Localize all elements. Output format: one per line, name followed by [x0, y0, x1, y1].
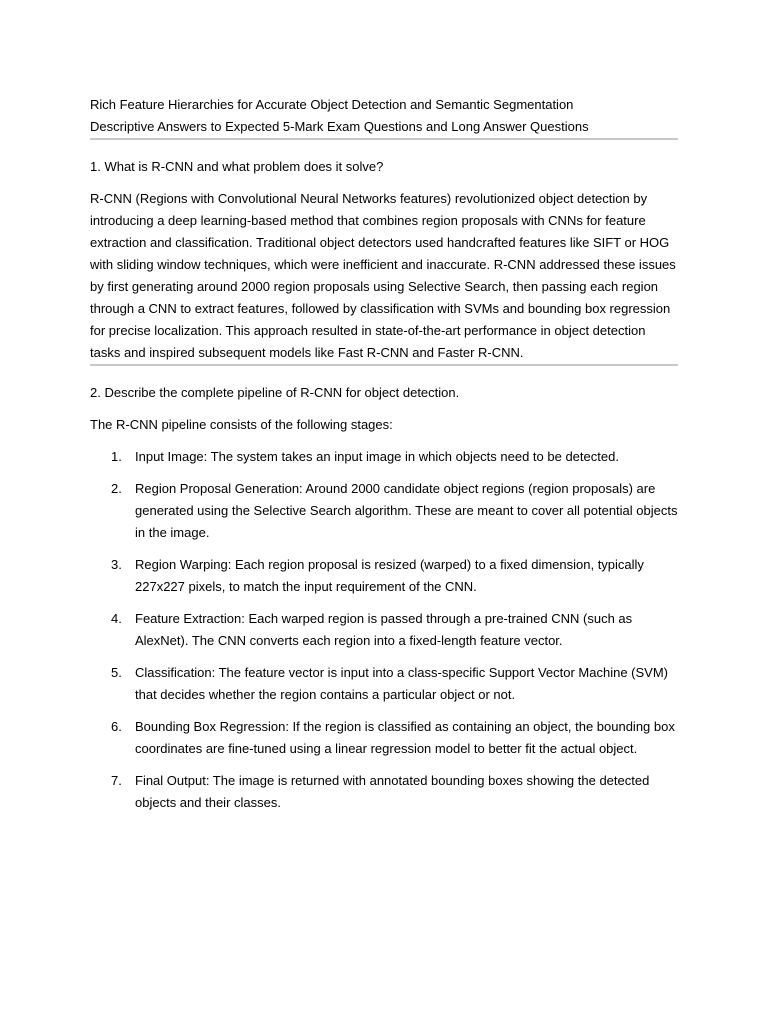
list-item-text: Bounding Box Regression: If the region is classified as containing an object, the bounding box coordinates are fine-tuned using a linear regression model to better fit the actual object. [135, 719, 675, 756]
list-item-number: 5. [111, 665, 122, 680]
list-item-text: Feature Extraction: Each warped region is passed through a pre-trained CNN (such as AlexNet). The CNN converts each region into a fixed-length feature vector. [135, 611, 633, 648]
question-heading: 2. Describe the complete pipeline of R-CNN for object detection. [90, 385, 460, 400]
section-divider [90, 138, 678, 140]
question-heading: 1. What is R-CNN and what problem does it solve? [90, 159, 384, 174]
list-item-text: Region Warping: Each region proposal is resized (warped) to a fixed dimension, typically 227x227 pixels, to match the input requirement of the CNN. [135, 557, 644, 594]
answer-intro: The R-CNN pipeline consists of the following stages: [90, 417, 393, 432]
list-item [90, 554, 678, 598]
list-item [90, 716, 678, 760]
list-item-text: Final Output: The image is returned with annotated bounding boxes showing the detected objects and their classes. [135, 773, 650, 810]
list-item-number: 2. [111, 481, 122, 496]
list-item [90, 770, 678, 814]
list-item [90, 662, 678, 706]
document-title: Rich Feature Hierarchies for Accurate Object Detection and Semantic Segmentation [90, 97, 574, 112]
list-item-number: 6. [111, 719, 122, 734]
section-2 [90, 382, 678, 814]
list-item-number: 3. [111, 557, 122, 572]
list-item-text: Input Image: The system takes an input image in which objects need to be detected. [135, 449, 619, 464]
pipeline-steps-list [90, 446, 678, 814]
section-divider [90, 364, 678, 366]
list-item-number: 7. [111, 773, 122, 788]
list-item-text: Region Proposal Generation: Around 2000 candidate object regions (region proposals) are generated using the Selective Search algorithm. These are meant to cover all potential objects in the image. [135, 481, 678, 540]
list-item-number: 4. [111, 611, 122, 626]
list-item [90, 446, 678, 468]
list-item-number: 1. [111, 449, 122, 464]
list-item [90, 608, 678, 652]
section-1 [90, 156, 678, 364]
answer-paragraph: R-CNN (Regions with Convolutional Neural Networks features) revolutionized object detection by introducing a deep learning-based method that combines region proposals with CNNs for feature extraction and classification. Traditional object detectors used handcrafted features like SIFT or HOG with sliding window techniques, which were inefficient and inaccurate. R-CNN addressed these issues by first generating around 2000 region proposals using Selective Search, then passing each region through a CNN to extract features, followed by classification with SVMs and bounding box regression for precise localization. This approach resulted in state-of-the-art performance in object detection tasks and inspired subsequent models like Fast R-CNN and Faster R-CNN. [90, 191, 676, 360]
list-item-text: Classification: The feature vector is input into a class-specific Support Vector Machine (SVM) that decides whether the region contains a particular object or not. [135, 665, 668, 702]
list-item [90, 478, 678, 544]
document-subtitle: Descriptive Answers to Expected 5-Mark Exam Questions and Long Answer Questions [90, 119, 589, 134]
